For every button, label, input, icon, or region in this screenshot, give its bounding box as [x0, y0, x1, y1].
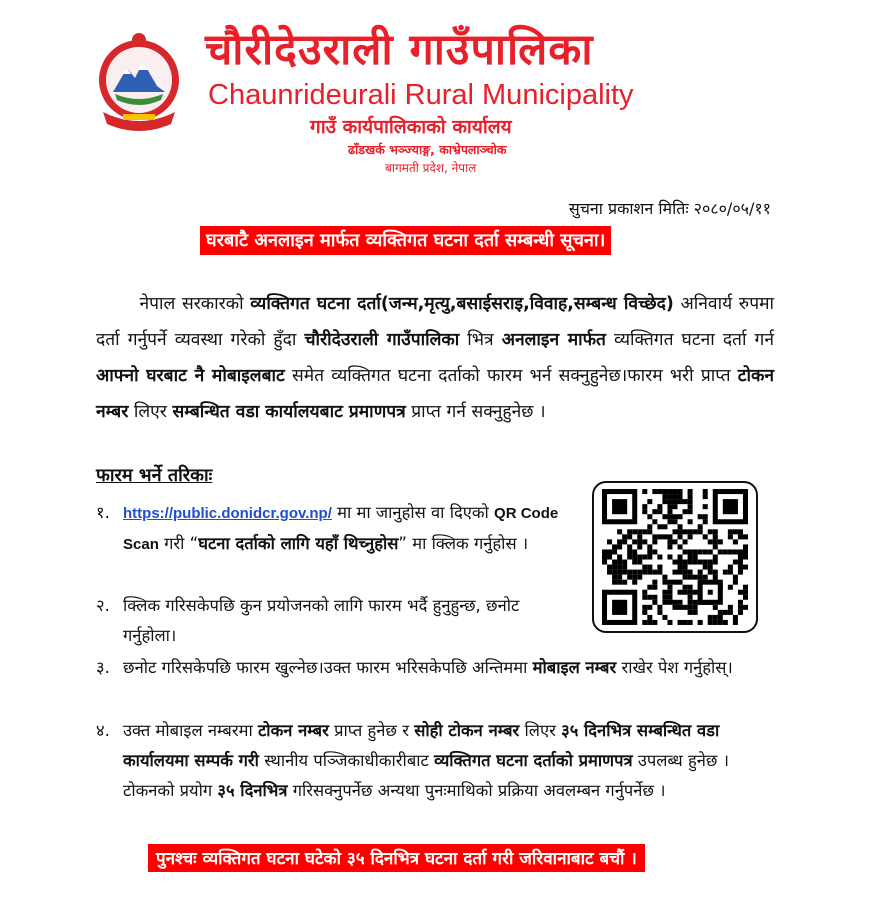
- step-text: गरी “: [158, 534, 199, 553]
- step-text: गरिसक्नुपर्नेछ अन्यथा पुनःमाथिको प्रक्रिया अवलम्बन गर्नुपर्नेछ ।: [287, 781, 666, 800]
- para-text: समेत व्यक्तिगत घटना दर्ताको फारम भर्न सक्नुहुनेछ।फारम भरी प्राप्त: [284, 366, 738, 386]
- step-text: मा मा जानुहोस वा दिएको: [331, 503, 495, 522]
- para-text: व्यक्तिगत घटना दर्ता गर्न: [605, 330, 774, 350]
- footer-notice-banner: पुनश्चः व्यक्तिगत घटना घटेको ३५ दिनभित्र घटना दर्ता गरी जरिवानाबाट बचौं ।: [148, 844, 645, 872]
- step-text: छनोट गरिसकेपछि फारम खुल्नेछ।उक्त फारम भरिसकेपछि अन्तिममा: [123, 658, 533, 677]
- notice-title-banner: घरबाटै अनलाइन मार्फत व्यक्तिगत घटना दर्ता सम्बन्धी सूचना।: [200, 226, 611, 255]
- para-text: लिएर: [128, 402, 173, 422]
- step-bold: मोबाइल नम्बर: [532, 658, 617, 677]
- para-bold: सम्बन्धित वडा कार्यालयबाट प्रमाणपत्र: [172, 402, 406, 422]
- para-bold: व्यक्तिगत घटना दर्ता(जन्म,मृत्यु,बसाईसराइ,विवाह,सम्बन्ध विच्छेद): [250, 294, 674, 314]
- step-4: [96, 716, 756, 806]
- step-bold: ३५ दिनभित्र सम्बन्धित वडा कार्यालयमा सम्पर्क गरी: [123, 721, 720, 770]
- step-text: उक्त मोबाइल नम्बरमा: [123, 721, 258, 740]
- office-name: गाउँ कार्यपालिकाको कार्यालय: [310, 116, 512, 138]
- municipality-name-nepali: चौरीदेउराली गाउँपालिका: [205, 25, 594, 75]
- step-text: उपलब्ध हुनेछ ।टोकनको प्रयोग: [123, 751, 729, 800]
- steps-heading: फारम भर्ने तरिकाः: [96, 465, 213, 486]
- qr-code-icon[interactable]: [592, 481, 758, 633]
- step-2: [96, 591, 566, 651]
- para-bold: टोकन नम्बर: [96, 366, 774, 422]
- step-bold: घटना दर्ताको लागि यहाँ थिच्नुहोस: [198, 534, 399, 553]
- para-text: प्राप्त गर्न सक्नुहुनेछ ।: [405, 402, 546, 422]
- para-bold: आफ्नो घरबाट नै मोबाइलबाट: [96, 366, 285, 386]
- qr-code-scan-text: QR Code Scan: [123, 505, 559, 553]
- step-bold: टोकन नम्बर: [257, 721, 329, 740]
- step-number: ४.: [96, 721, 110, 740]
- step-bold: व्यक्तिगत घटना दर्ताको प्रमाणपत्र: [434, 751, 633, 770]
- step-number: २.: [96, 596, 110, 615]
- para-text: भित्र: [459, 330, 502, 350]
- step-text: क्लिक गरिसकेपछि कुन प्रयोजनको लागि फारम भर्दै हुनुहुन्छ, छनोट गर्नुहोला।: [123, 596, 520, 645]
- step-text: लिएर: [519, 721, 562, 740]
- step-number: ३.: [96, 658, 110, 677]
- municipality-name-english: Chaunrideurali Rural Municipality: [208, 79, 634, 111]
- para-text: अनिवार्य रुपमा दर्ता गर्नुपर्ने व्यवस्था गरेको हुँदा: [96, 294, 774, 350]
- step-bold: ३५ दिनभित्र: [217, 781, 288, 800]
- step-number: १.: [96, 503, 110, 522]
- donidcr-link[interactable]: https://public.donidcr.gov.np/: [123, 505, 332, 522]
- para-bold: चौरीदेउराली गाउँपालिका: [304, 330, 460, 350]
- notice-paragraph: [96, 286, 774, 430]
- address-line-1: ढाँडखर्क भञ्ज्याङ्ग, काभ्रेपलाञ्चोक: [348, 142, 507, 157]
- nepal-emblem-icon: [93, 30, 185, 134]
- step-text: राखेर पेश गर्नुहोस्।: [616, 658, 733, 677]
- step-text: ” मा क्लिक गर्नुहोस ।: [398, 534, 529, 553]
- step-1: [96, 498, 566, 560]
- step-3: [96, 653, 756, 683]
- para-text: नेपाल सरकारको: [139, 294, 251, 314]
- address-line-2: बागमती प्रदेश, नेपाल: [385, 161, 477, 175]
- step-text: प्राप्त हुनेछ र: [328, 721, 415, 740]
- step-bold: सोही टोकन नम्बर: [414, 721, 520, 740]
- notice-date: सुचना प्रकाशन मितिः २०८०/०५/११: [568, 199, 771, 218]
- step-text: स्थानीय पञ्जिकाधीकारीबाट: [258, 751, 435, 770]
- para-bold: अनलाइन मार्फत: [501, 330, 606, 350]
